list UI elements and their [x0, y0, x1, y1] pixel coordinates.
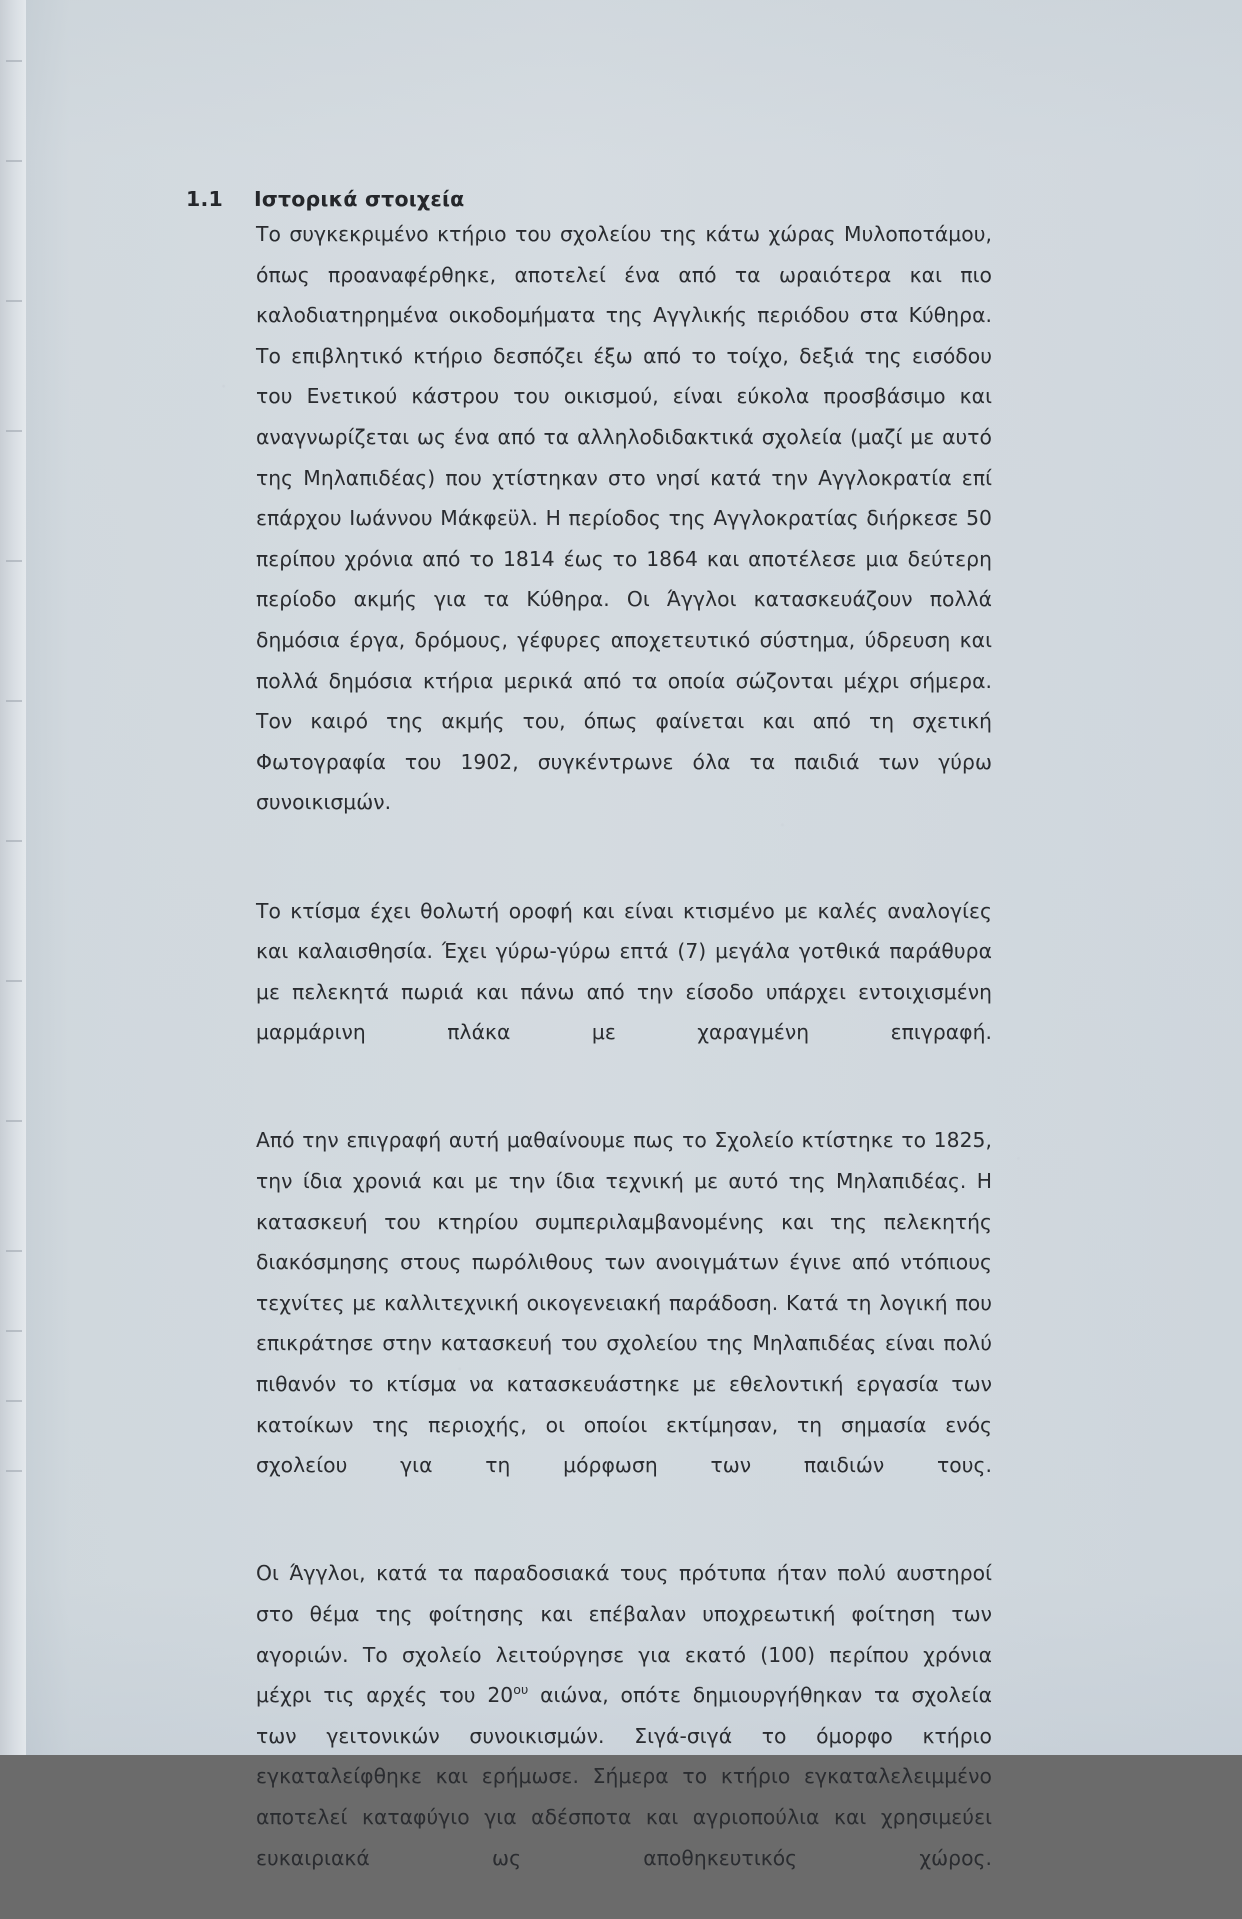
paragraph-3: Από την επιγραφή αυτή μαθαίνουμε πως το Σχολείο κτίστηκε το 1825, την ίδια χρονιά και με την ίδια τεχνική με αυτό της Μηλαπιδέας. Η κατασκευή του κτηρίου συμπεριλαμβανομένης και της πελεκητής διακόσμησης στους πωρόλιθους των ανοιγμάτων έγινε από ντόπιους τεχνίτες με καλλιτεχνική οικογενειακή παράδοση. Κατά τη λογική που επικράτησε στην κατασκευή του σχολείου της Μηλαπιδέας είναι πολύ πιθανόν το κτίσμα να κατασκευάστηκε με εθελοντική εργασία των κατοίκων της περιοχής, οι οποίοι εκτίμησαν, τη σημασία ενός σχολείου για τη μόρφωση των παιδιών τους.: [256, 1128, 992, 1478]
paragraph-4: [256, 1553, 992, 1918]
section-heading: [186, 187, 1086, 211]
body-text: [256, 214, 992, 1919]
ordinal-superscript: ου: [513, 1682, 529, 1698]
paragraph-2: Το κτίσμα έχει θολωτή οροφή και είναι κτισμένο με καλές αναλογίες και καλαισθησία. Έχει γύρω-γύρω επτά (7) μεγάλα γοτθικά παράθυρα με πελεκητά πωριά και πάνω από την είσοδο υπάρχει εντοιχισμένη μαρμάρινη πλάκα με χαραγμένη επιγραφή.: [256, 898, 992, 1045]
paragraph-4-part-2: αιώνα, οπότε δημιουργήθηκαν τα σχολεία των γειτονικών συνοικισμών. Σιγά-σιγά το όμορφο κτήριο εγκαταλείφθηκε και ερήμωσε. Σήμερα το κτήριο εγκαταλελειμμένο αποτελεί καταφύγιο για αδέσποτα και αγριοπούλια και χρησιμεύει ευκαιριακά ως αποθηκευτικός χώρος.: [256, 1683, 992, 1870]
paragraph-4-part-1: Οι Άγγλοι, κατά τα παραδοσιακά τους πρότυπα ήταν πολύ αυστηροί στο θέμα της φοίτησης και επέβαλαν υποχρεωτική φοίτηση των αγοριών. Το σχολείο λειτούργησε για εκατό (100) περίπου χρόνια μέχρι τις αρχές του 20: [256, 1561, 992, 1708]
section-number: 1.1: [186, 187, 223, 211]
section-title: Ιστορικά στοιχεία: [254, 187, 465, 211]
paragraph-1: Το συγκεκριμένο κτήριο του σχολείου της κάτω χώρας Μυλοποτάμου, όπως προαναφέρθηκε, αποτελεί ένα από τα ωραιότερα και πιο καλοδιατηρημένα οικοδομήματα της Αγγλικής περιόδου στα Κύθηρα. Το επιβλητικό κτήριο δεσπόζει έξω από το τοίχο, δεξιά της εισόδου του Ενετικού κάστρου του οικισμού, είναι εύκολα προσβάσιμο και αναγνωρίζεται ως ένα από τα αλληλοδιδακτικά σχολεία (μαζί με αυτό της Μηλαπιδέας) που χτίστηκαν στο νησί κατά την Αγγλοκρατία επί επάρχου Ιωάννου Μάκφεϋλ. Η περίοδος της Αγγλοκρατίας διήρκεσε 50 περίπου χρόνια από το 1814 έως το 1864 και αποτέλεσε μια δεύτερη περίοδο ακμής για τα Κύθηρα. Οι Άγγλοι κατασκευάζουν πολλά δημόσια έργα, δρόμους, γέφυρες αποχετευτικό σύστημα, ύδρευση και πολλά δημόσια κτήρια μερικά από τα οποία σώζονται μέχρι σήμερα. Τον καιρό της ακμής του, όπως φαίνεται και από τη σχετική Φωτογραφία του 1902, συγκέντρωνε όλα τα παιδιά των γύρω συνοικισμών.: [256, 222, 992, 815]
